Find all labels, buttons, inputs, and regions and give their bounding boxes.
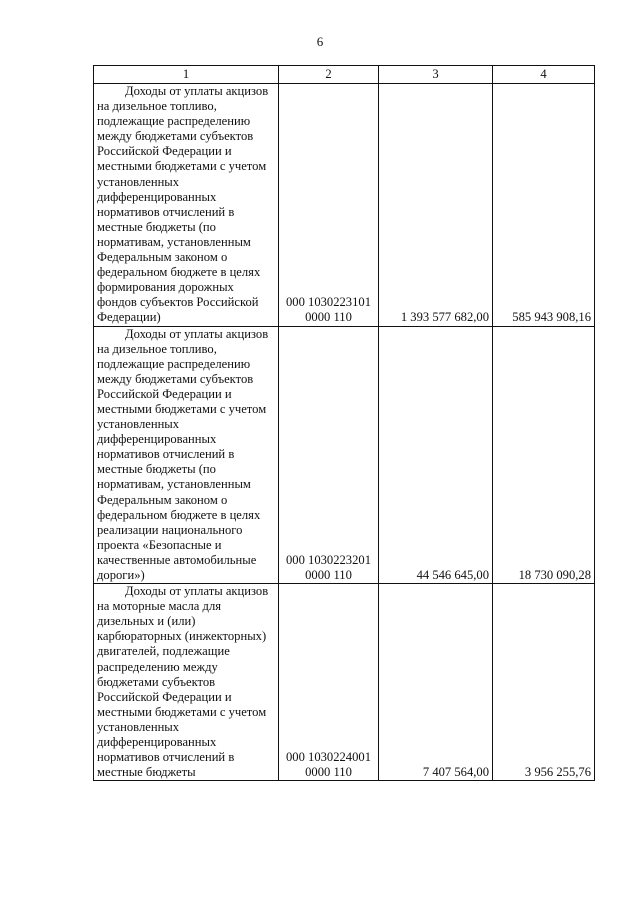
revenue-name-cell	[94, 326, 279, 584]
amount-fact-cell: 3 956 255,76	[493, 584, 595, 781]
amount-plan-cell: 44 546 645,00	[379, 326, 493, 584]
page-number: 6	[316, 34, 324, 49]
budget-code-cell: 000 1030223201 0000 110	[279, 326, 379, 584]
table-row	[94, 84, 595, 327]
revenue-name-text: Доходы от уплаты акцизов на дизельное топливо, подлежащие распределению между бюджетами субъектов Российской Федерации и местными бюджетами с учетом установленных дифференцированных нормативов отчислений в местные бюджеты (по нормативам, установленным Федеральным законом о федеральном бюджете в целях формирования дорожных фондов субъектов Российской Федерации)	[97, 84, 269, 325]
column-header-3: 3	[379, 66, 493, 84]
budget-code-cell: 000 1030224001 0000 110	[279, 584, 379, 781]
table-header	[94, 66, 595, 84]
amount-plan-cell: 1 393 577 682,00	[379, 84, 493, 327]
revenue-name-text: Доходы от уплаты акцизов на моторные масла для дизельных и (или) карбюраторных (инжекторных) двигателей, подлежащие распределению между бюджетами субъектов Российской Федерации и местными бюджетами с учетом установленных дифференцированных нормативов отчислений в местные бюджеты	[97, 584, 269, 780]
revenue-table	[93, 65, 595, 781]
table-row	[94, 326, 595, 584]
amount-plan-cell: 7 407 564,00	[379, 584, 493, 781]
amount-fact-cell: 585 943 908,16	[493, 84, 595, 327]
revenue-name-cell	[94, 584, 279, 781]
revenue-name-cell	[94, 84, 279, 327]
column-header-2: 2	[279, 66, 379, 84]
header-row	[94, 66, 595, 84]
table-row	[94, 584, 595, 781]
revenue-name-text: Доходы от уплаты акцизов на дизельное топливо, подлежащие распределению между бюджетами субъектов Российской Федерации и местными бюджетами с учетом установленных дифференцированных нормативов отчислений в местные бюджеты (по нормативам, установленным Федеральным законом о федеральном бюджете в целях реализации национального проекта «Безопасные и качественные автомобильные дороги»)	[97, 326, 269, 582]
budget-code-cell: 000 1030223101 0000 110	[279, 84, 379, 327]
amount-fact-cell: 18 730 090,28	[493, 326, 595, 584]
column-header-4: 4	[493, 66, 595, 84]
column-header-1: 1	[94, 66, 279, 84]
